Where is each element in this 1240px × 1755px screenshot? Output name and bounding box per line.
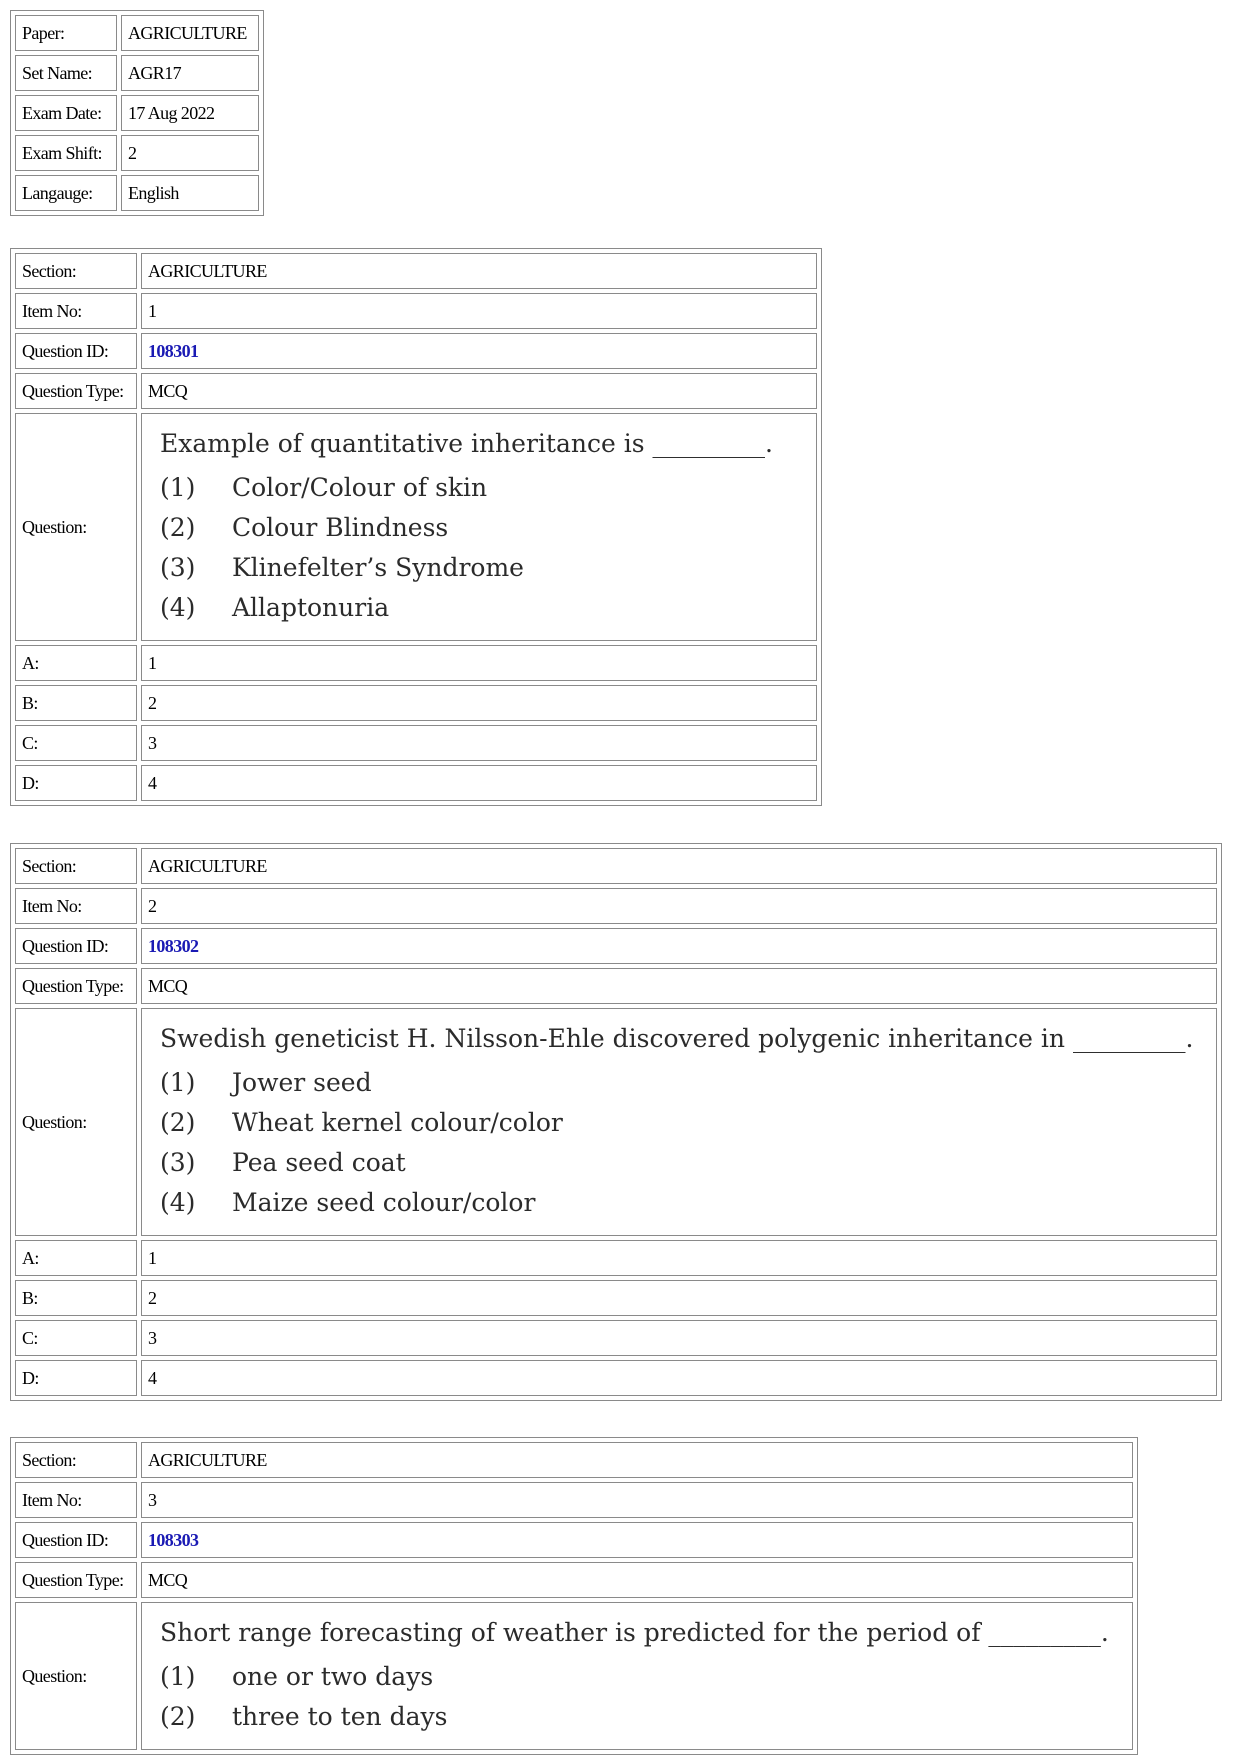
question-id-value: 108303 (141, 1522, 1133, 1558)
item-no-label: Item No: (15, 293, 137, 329)
item-no-label: Item No: (15, 1482, 137, 1518)
option-text: Klinefelter’s Syndrome (232, 553, 524, 582)
meta-row-set-name (15, 55, 259, 91)
language-label: Langauge: (15, 175, 117, 211)
section-value: AGRICULTURE (141, 253, 817, 289)
answer-b-value: 2 (141, 685, 817, 721)
option-text: Maize seed colour/color (232, 1188, 536, 1217)
option-text: three to ten days (232, 1702, 448, 1731)
answer-d-row (15, 765, 817, 801)
question-type-value: MCQ (141, 373, 817, 409)
answer-d-label: D: (15, 1360, 137, 1396)
answer-c-label: C: (15, 1320, 137, 1356)
option-number: (2) (160, 513, 196, 542)
option-2 (160, 508, 806, 548)
option-1 (160, 1657, 1122, 1697)
question-table-2 (10, 843, 1222, 1401)
option-text: Color/Colour of skin (232, 473, 488, 502)
question-type-label: Question Type: (15, 1562, 137, 1598)
option-text: Allaptonuria (232, 593, 390, 622)
answer-d-value: 4 (141, 1360, 1217, 1396)
item-no-row (15, 1482, 1133, 1518)
question-image (142, 414, 816, 640)
answer-c-row (15, 1320, 1217, 1356)
option-2 (160, 1697, 1122, 1737)
option-1 (160, 468, 806, 508)
meta-row-exam-date (15, 95, 259, 131)
answer-b-label: B: (15, 685, 137, 721)
question-type-label: Question Type: (15, 373, 137, 409)
option-number: (1) (160, 473, 196, 502)
answer-a-value: 1 (141, 645, 817, 681)
section-label: Section: (15, 253, 137, 289)
option-4 (160, 1183, 1206, 1223)
option-number: (4) (160, 1188, 196, 1217)
question-type-value: MCQ (141, 1562, 1133, 1598)
exam-metadata-table (10, 10, 264, 216)
question-content (141, 413, 817, 641)
meta-row-paper (15, 15, 259, 51)
answer-b-row (15, 1280, 1217, 1316)
answer-a-label: A: (15, 645, 137, 681)
item-no-label: Item No: (15, 888, 137, 924)
section-value: AGRICULTURE (141, 848, 1217, 884)
meta-row-exam-shift (15, 135, 259, 171)
answer-d-label: D: (15, 765, 137, 801)
item-no-row (15, 293, 817, 329)
language-value: English (121, 175, 259, 211)
answer-a-row (15, 645, 817, 681)
option-text: Pea seed coat (232, 1148, 406, 1177)
answer-c-value: 3 (141, 1320, 1217, 1356)
item-no-value: 3 (141, 1482, 1133, 1518)
paper-label: Paper: (15, 15, 117, 51)
question-type-row (15, 1562, 1133, 1598)
question-id-row (15, 1522, 1133, 1558)
question-table-1 (10, 248, 822, 806)
section-value: AGRICULTURE (141, 1442, 1133, 1478)
answer-c-value: 3 (141, 725, 817, 761)
option-2 (160, 1103, 1206, 1143)
exam-shift-label: Exam Shift: (15, 135, 117, 171)
option-number: (1) (160, 1068, 196, 1097)
question-stem: Swedish geneticist H. Nilsson-Ehle discovered polygenic inheritance in _________. (160, 1024, 1194, 1053)
question-stem: Example of quantitative inheritance is _________. (160, 429, 773, 458)
option-3 (160, 548, 806, 588)
answer-b-label: B: (15, 1280, 137, 1316)
answer-a-row (15, 1240, 1217, 1276)
section-row (15, 1442, 1133, 1478)
question-type-value: MCQ (141, 968, 1217, 1004)
option-3 (160, 1143, 1206, 1183)
question-id-row (15, 333, 817, 369)
question-id-label: Question ID: (15, 1522, 137, 1558)
question-type-row (15, 968, 1217, 1004)
question-label: Question: (15, 1008, 137, 1236)
answer-b-row (15, 685, 817, 721)
answer-d-value: 4 (141, 765, 817, 801)
question-image (142, 1603, 1132, 1749)
section-label: Section: (15, 1442, 137, 1478)
set-name-label: Set Name: (15, 55, 117, 91)
section-row (15, 253, 817, 289)
question-type-row (15, 373, 817, 409)
question-stem: Short range forecasting of weather is predicted for the period of _________. (160, 1618, 1109, 1647)
option-number: (4) (160, 593, 196, 622)
option-text: Colour Blindness (232, 513, 449, 542)
question-content (141, 1602, 1133, 1750)
option-text: Wheat kernel colour/color (232, 1108, 563, 1137)
question-label: Question: (15, 1602, 137, 1750)
item-no-row (15, 888, 1217, 924)
option-number: (3) (160, 1148, 196, 1177)
item-no-value: 1 (141, 293, 817, 329)
section-label: Section: (15, 848, 137, 884)
option-text: Jower seed (232, 1068, 372, 1097)
answer-a-value: 1 (141, 1240, 1217, 1276)
exam-date-value: 17 Aug 2022 (121, 95, 259, 131)
question-image (142, 1009, 1216, 1235)
meta-row-language (15, 175, 259, 211)
question-table-3 (10, 1437, 1138, 1755)
question-id-value: 108301 (141, 333, 817, 369)
question-row (15, 413, 817, 641)
question-type-label: Question Type: (15, 968, 137, 1004)
question-id-row (15, 928, 1217, 964)
answer-a-label: A: (15, 1240, 137, 1276)
question-id-label: Question ID: (15, 333, 137, 369)
option-text: one or two days (232, 1662, 434, 1691)
option-4 (160, 588, 806, 628)
question-row (15, 1008, 1217, 1236)
item-no-value: 2 (141, 888, 1217, 924)
answer-c-row (15, 725, 817, 761)
set-name-value: AGR17 (121, 55, 259, 91)
option-number: (1) (160, 1662, 196, 1691)
exam-date-label: Exam Date: (15, 95, 117, 131)
answer-c-label: C: (15, 725, 137, 761)
question-label: Question: (15, 413, 137, 641)
question-content (141, 1008, 1217, 1236)
question-id-label: Question ID: (15, 928, 137, 964)
paper-value: AGRICULTURE (121, 15, 259, 51)
answer-d-row (15, 1360, 1217, 1396)
option-number: (3) (160, 553, 196, 582)
section-row (15, 848, 1217, 884)
option-number: (2) (160, 1702, 196, 1731)
answer-b-value: 2 (141, 1280, 1217, 1316)
option-number: (2) (160, 1108, 196, 1137)
question-id-value: 108302 (141, 928, 1217, 964)
exam-shift-value: 2 (121, 135, 259, 171)
question-row (15, 1602, 1133, 1750)
option-1 (160, 1063, 1206, 1103)
